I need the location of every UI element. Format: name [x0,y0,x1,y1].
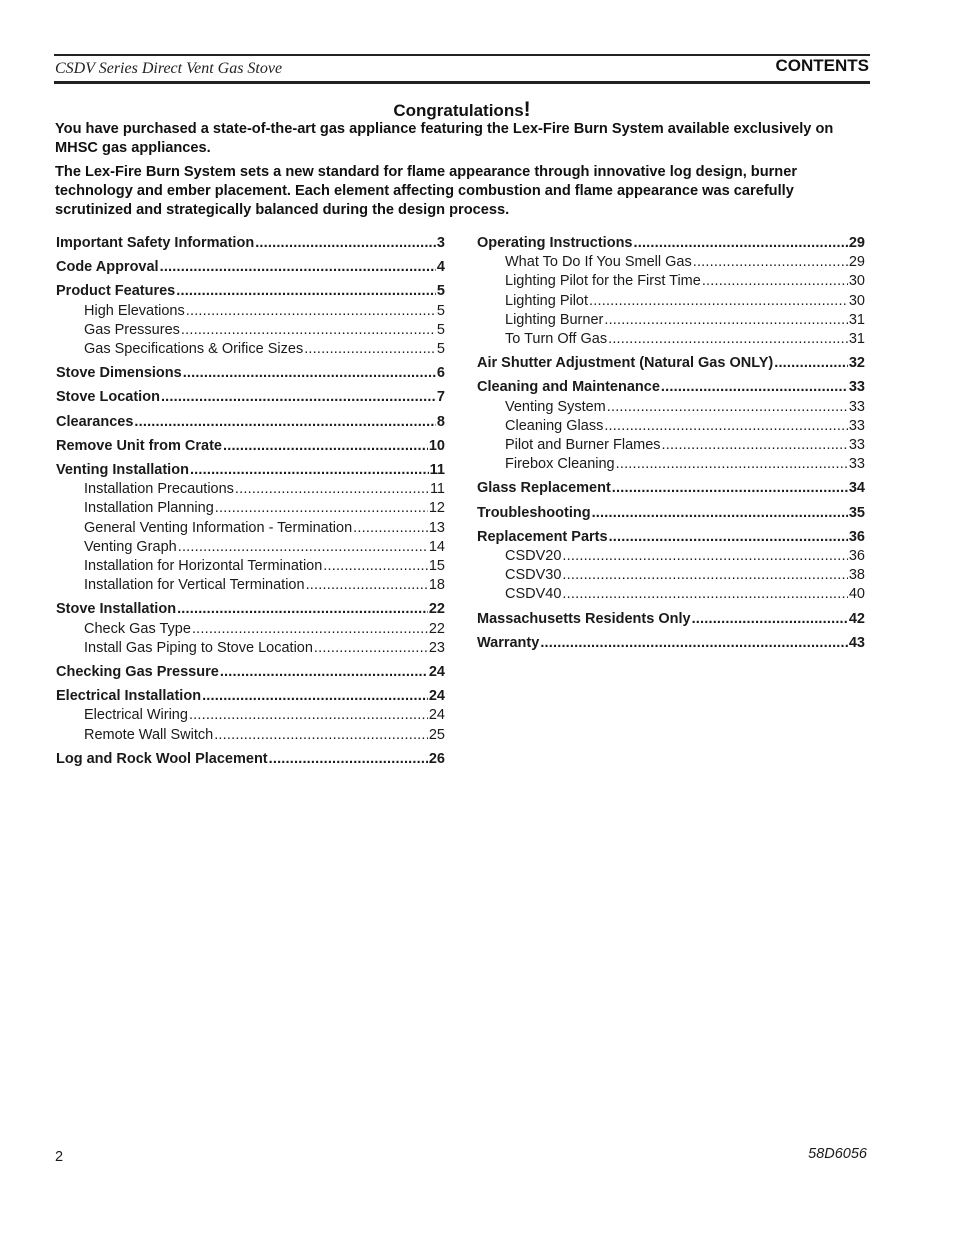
toc-subentry-page: 5 [436,321,445,338]
toc-subentry[interactable] [477,292,865,311]
dot-leader [662,436,848,455]
header-title: CSDV Series Direct Vent Gas Stove [55,60,283,77]
dot-leader [202,687,428,706]
toc-entry-page: 22 [428,601,445,618]
toc-subentry-page: 25 [428,726,445,743]
toc-subentry-label: Install Gas Piping to Stove Location [84,639,313,656]
dot-leader [160,258,436,277]
toc-entry[interactable] [56,388,445,407]
dot-leader [214,726,428,745]
toc-entry-label: Troubleshooting [477,504,591,521]
toc-subentry-label: Venting System [505,398,606,415]
dot-leader [192,620,428,639]
toc-subentry[interactable] [477,566,865,585]
dot-leader [562,566,847,585]
toc-entry-label: Replacement Parts [477,528,608,545]
toc-entry-page: 7 [436,389,445,406]
toc-subentry[interactable] [56,557,445,576]
toc-subentry[interactable] [477,398,865,417]
intro-paragraph-2: The Lex-Fire Burn System sets a new standard for flame appearance through innovative log design, burner technology and ember placement. Each element affecting combustion and flame appearance was carefully scrutinized and strategically balanced during the design process. [55,164,798,218]
toc-subentry-label: CSDV20 [505,548,562,565]
toc-entry[interactable] [56,364,445,383]
dot-leader [540,634,848,653]
toc-subentry-page: 11 [429,481,445,498]
toc-entry-label: Electrical Installation [56,688,202,705]
toc-subentry[interactable] [56,519,445,538]
toc-entry[interactable] [56,750,445,769]
dot-leader [190,461,429,480]
toc-subentry[interactable] [477,455,865,474]
dot-leader [304,340,436,359]
toc-subentry-page: 29 [848,254,865,271]
toc-subentry-page: 33 [848,417,865,434]
toc-entry-page: 26 [428,750,445,767]
toc-entry-page: 8 [436,413,445,430]
toc-entry-page: 43 [848,634,865,651]
dot-leader [604,311,848,330]
toc-subentry-page: 30 [848,292,865,309]
toc-entry[interactable] [477,479,865,498]
toc-right-column [477,234,865,658]
toc-subentry-label: Remote Wall Switch [84,726,214,743]
dot-leader [607,398,848,417]
toc-entry-label: Massachusetts Residents Only [477,610,691,627]
toc-subentry[interactable] [477,585,865,604]
toc-entry-page: 33 [848,379,865,396]
toc-section [56,388,445,407]
dot-leader [177,600,428,619]
toc-entry[interactable] [477,634,865,653]
toc-subentry[interactable] [477,547,865,566]
toc-subentry[interactable] [56,726,445,745]
toc-section [56,687,445,745]
toc-subentry-page: 5 [436,302,445,319]
toc-entry[interactable] [477,354,865,373]
header-rule-top [54,54,870,56]
toc-entry[interactable] [56,258,445,277]
toc-subentry-page: 24 [428,707,445,724]
toc-entry[interactable] [477,528,865,547]
dot-leader [134,413,436,432]
toc-subentry[interactable] [477,311,865,330]
dot-leader [186,302,436,321]
toc-subentry-label: Lighting Pilot [505,292,589,309]
dot-leader [161,388,436,407]
dot-leader [589,292,848,311]
toc-subentry[interactable] [56,576,445,595]
toc-entry-page: 10 [428,437,445,454]
toc-subentry[interactable] [477,330,865,349]
toc-entry-label: Product Features [56,283,176,300]
toc-entry[interactable] [56,461,445,480]
toc-section [477,354,865,373]
toc-entry-label: Stove Location [56,389,160,406]
dot-leader [661,378,848,397]
toc-entry[interactable] [56,437,445,456]
dot-leader [176,282,436,301]
dot-leader [189,706,428,725]
toc-entry[interactable] [56,600,445,619]
toc-entry-label: Log and Rock Wool Placement [56,750,268,767]
toc-subentry-label: Pilot and Burner Flames [505,437,661,454]
toc-entry-label: Checking Gas Pressure [56,664,219,681]
toc-subentry-page: 22 [428,620,445,637]
toc-section [56,258,445,277]
toc-entry[interactable] [56,234,445,253]
toc-subentry[interactable] [56,302,445,321]
dot-leader [562,585,847,604]
document-code: 58D6056 [808,1146,867,1162]
toc-entry-page: 5 [436,283,445,300]
toc-entry-page: 29 [848,235,865,251]
toc-entry[interactable] [56,413,445,432]
toc-section [477,634,865,653]
dot-leader [235,480,429,499]
toc-entry-label: Code Approval [56,259,159,276]
dot-leader [323,557,428,576]
toc-entry-label: Air Shutter Adjustment (Natural Gas ONLY) [477,355,774,372]
toc-section [477,234,865,349]
toc-subentry[interactable] [56,538,445,557]
dot-leader [255,234,436,253]
toc-section [56,461,445,595]
toc-entry-label: Important Safety Information [56,235,255,251]
dot-leader [306,576,428,595]
toc-subentry-page: 38 [848,567,865,584]
toc-entry[interactable] [477,378,865,397]
toc-entry-page: 3 [436,235,445,251]
toc-subentry-label: Installation Precautions [84,481,234,498]
dot-leader [702,272,848,291]
toc-entry[interactable] [56,282,445,301]
toc-subentry-label: Gas Pressures [84,321,180,338]
dot-leader [692,610,848,629]
toc-subentry-label: Installation Planning [84,500,214,517]
toc-subentry-label: CSDV40 [505,586,562,603]
toc-subentry-page: 36 [848,548,865,565]
toc-entry-label: Cleaning and Maintenance [477,379,660,396]
dot-leader [634,234,848,253]
dot-leader [178,538,428,557]
dot-leader [609,528,848,547]
toc-subentry-label: Lighting Burner [505,311,604,328]
toc-subentry[interactable] [56,321,445,340]
dot-leader [183,364,436,383]
dot-leader [693,253,848,272]
toc-subentry-label: Installation for Vertical Termination [84,577,305,594]
toc-subentry-label: High Elevations [84,302,185,319]
toc-left-column [56,234,445,774]
dot-leader [314,639,428,658]
toc-subentry-page: 33 [848,437,865,454]
toc-subentry-page: 33 [848,398,865,415]
dot-leader [562,547,847,566]
page-title-mark: ! [523,98,531,121]
toc-subentry[interactable] [477,436,865,455]
toc-entry-label: Remove Unit from Crate [56,437,222,454]
dot-leader [181,321,436,340]
toc-subentry[interactable] [477,253,865,272]
toc-entry-page: 42 [848,610,865,627]
toc-subentry-label: What To Do If You Smell Gas [505,254,692,271]
dot-leader [612,479,848,498]
toc-entry-page: 32 [848,355,865,372]
toc-entry-page: 35 [848,504,865,521]
toc-entry-label: Warranty [477,634,540,651]
toc-subentry[interactable] [56,620,445,639]
toc-entry-page: 6 [436,365,445,382]
dot-leader [616,455,848,474]
dot-leader [353,519,428,538]
dot-leader [608,330,848,349]
dot-leader [592,504,848,523]
toc-entry-page: 34 [848,480,865,497]
header-section-label: CONTENTS [775,56,869,75]
toc-section [477,504,865,523]
toc-entry-label: Stove Dimensions [56,365,182,382]
toc-subentry-label: Lighting Pilot for the First Time [505,273,701,290]
toc-entry[interactable] [477,234,865,253]
toc-entry[interactable] [477,610,865,629]
toc-subentry-page: 31 [848,331,865,348]
toc-subentry-page: 15 [428,558,445,575]
toc-subentry-page: 14 [428,538,445,555]
dot-leader [223,437,428,456]
toc-subentry-page: 40 [848,586,865,603]
toc-entry-label: Glass Replacement [477,480,611,497]
toc-section [56,437,445,456]
toc-subentry[interactable] [56,706,445,725]
toc-subentry-label: Firebox Cleaning [505,456,615,473]
toc-section [477,378,865,474]
toc-subentry-page: 31 [848,311,865,328]
toc-entry-label: Clearances [56,413,134,430]
toc-subentry[interactable] [56,639,445,658]
toc-entry[interactable] [56,663,445,682]
toc-subentry-label: Gas Specifications & Orifice Sizes [84,341,304,358]
toc-subentry-label: General Venting Information - Termination [84,519,353,536]
dot-leader [604,417,848,436]
toc-entry[interactable] [477,504,865,523]
toc-subentry[interactable] [56,340,445,359]
header-rule-bottom [54,81,870,84]
toc-subentry-page: 13 [428,519,445,536]
toc-entry[interactable] [56,687,445,706]
dot-leader [220,663,428,682]
toc-subentry-label: Check Gas Type [84,620,191,637]
toc-subentry-page: 12 [428,500,445,517]
page-number: 2 [55,1149,64,1165]
toc-section [56,282,445,359]
toc-subentry-label: CSDV30 [505,567,562,584]
toc-section [56,413,445,432]
page-title [0,98,924,122]
toc-subentry-page: 5 [436,341,445,358]
toc-section [56,600,445,658]
toc-entry-label: Operating Instructions [477,235,633,251]
toc-section [477,528,865,605]
toc-subentry-label: To Turn Off Gas [505,331,608,348]
toc-entry-page: 24 [428,664,445,681]
toc-subentry[interactable] [477,272,865,291]
toc-subentry[interactable] [56,499,445,518]
toc-section [56,234,445,253]
toc-subentry-label: Cleaning Glass [505,417,604,434]
toc-entry-page: 36 [848,528,865,545]
toc-subentry-page: 33 [848,456,865,473]
toc-section [56,663,445,682]
toc-section [477,479,865,498]
toc-subentry-page: 23 [428,639,445,656]
dot-leader [215,499,428,518]
toc-subentry[interactable] [477,417,865,436]
toc-subentry-page: 30 [848,273,865,290]
toc-section [56,750,445,769]
toc-section [56,364,445,383]
page-title-text: Congratulations [393,101,524,120]
toc-entry-page: 24 [428,688,445,705]
toc-subentry-label: Venting Graph [84,538,177,555]
toc-entry-label: Venting Installation [56,462,189,479]
toc-subentry-label: Installation for Horizontal Termination [84,558,323,575]
toc-subentry[interactable] [56,480,445,499]
dot-leader [774,354,848,373]
toc-subentry-label: Electrical Wiring [84,707,188,724]
dot-leader [269,750,428,769]
intro-paragraph-1: You have purchased a state-of-the-art gas appliance featuring the Lex-Fire Burn System available exclusively on MHSC gas appliances. [55,121,834,156]
toc-entry-label: Stove Installation [56,601,177,618]
toc-entry-page: 11 [429,462,445,479]
toc-entry-page: 4 [436,259,445,276]
toc-subentry-page: 18 [428,577,445,594]
toc-section [477,610,865,629]
